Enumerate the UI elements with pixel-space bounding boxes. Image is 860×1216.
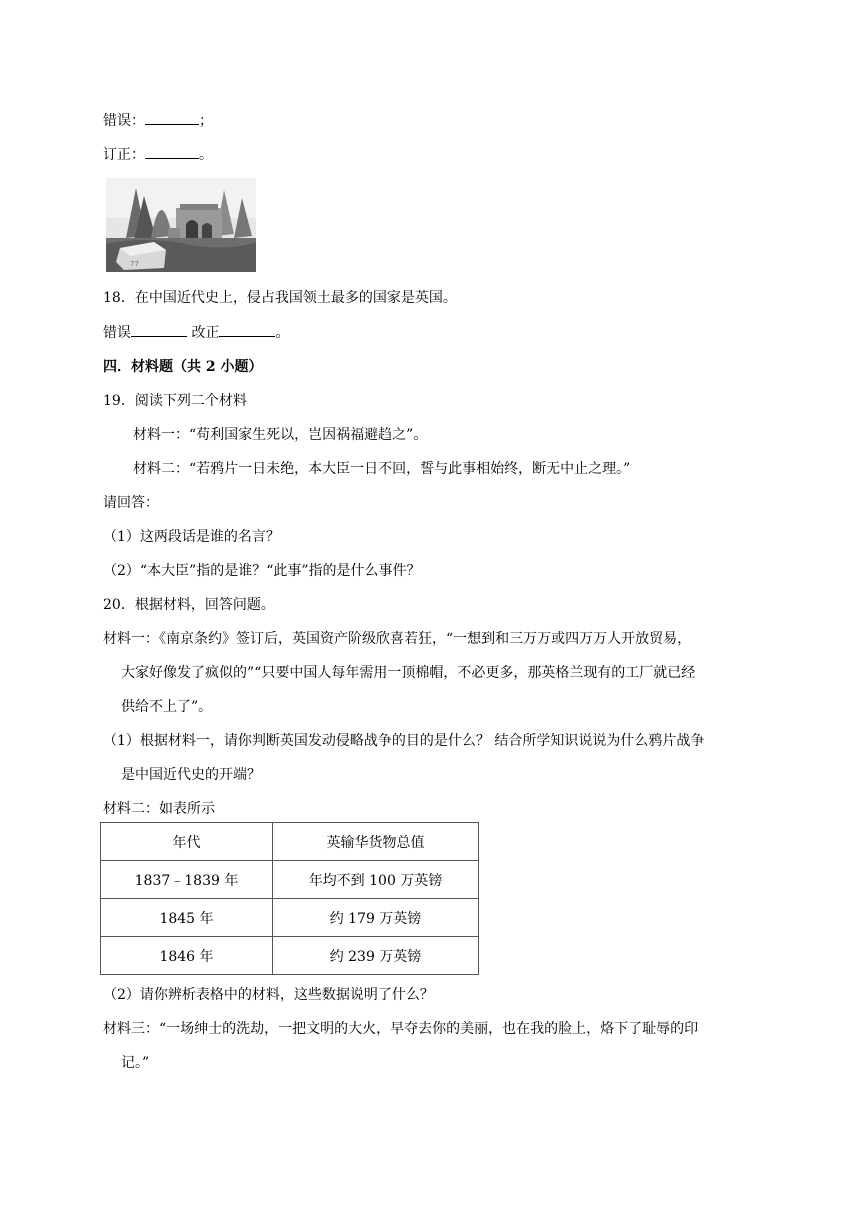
q17-correct-line <box>103 144 213 165</box>
table-cell: 1837﹣1839 年 <box>101 861 273 899</box>
q19-part-2: （2）“本大臣”指的是谁？“此事”指的是什么事件？ <box>103 563 421 579</box>
table-header-row <box>101 823 479 861</box>
q20-material-1-line-3: 供给不上了”。 <box>121 699 213 715</box>
table-cell: 约 239 万英镑 <box>273 937 479 975</box>
q18-end: 。 <box>275 325 290 341</box>
q17-error-line <box>103 110 213 131</box>
svg-text:77: 77 <box>130 260 139 268</box>
q18-error-blank[interactable] <box>131 322 187 337</box>
q20-material-3-line-2: 记。” <box>121 1055 150 1071</box>
q19-material-1: 材料一：“苟利国家生死以，岂因祸福避趋之”。 <box>133 427 428 443</box>
ruins-photo <box>106 178 256 272</box>
q20-intro: 20．根据材料，回答问题。 <box>103 597 275 613</box>
table-header-cell: 英输华货物总值 <box>273 823 479 861</box>
table-row <box>101 861 479 899</box>
table-cell: 1845 年 <box>101 899 273 937</box>
q18-error-label: 错误 <box>103 325 131 341</box>
q18-correct-blank[interactable] <box>219 322 275 337</box>
q18-answer-line <box>103 322 289 343</box>
q17-correct-end: 。 <box>199 147 213 163</box>
ruins-photo-icon <box>106 178 256 272</box>
q18-correct-label: 改正 <box>187 325 220 341</box>
q20-material-1-line-2: 大家好像发了疯似的”“只要中国人每年需用一顶棉帽，不必更多，那英格兰现有的工厂就已经 <box>121 665 696 681</box>
q17-error-blank[interactable] <box>145 110 199 125</box>
section-heading: 四．材料题（共 2 小题） <box>103 359 263 375</box>
q20-material-3-line-1: 材料三：“一场绅士的洗劫，一把文明的大火，早夺去你的美丽，也在我的脸上，烙下了耻辱的印 <box>103 1021 699 1037</box>
q19-part-1: （1）这两段话是谁的名言？ <box>103 529 280 545</box>
q17-error-label: 错误： <box>103 113 145 129</box>
q17-correct-label: 订正： <box>103 147 145 163</box>
table-cell: 1846 年 <box>101 937 273 975</box>
table-row <box>101 899 479 937</box>
q20-part-1-line-1: （1）根据材料一，请你判断英国发动侵略战争的目的是什么？ 结合所学知识说说为什么鸦片战争 <box>103 733 705 749</box>
table-header-cell: 年代 <box>101 823 273 861</box>
q17-correct-blank[interactable] <box>145 144 199 159</box>
q20-material-2: 材料二：如表所示 <box>103 801 215 817</box>
q19-intro: 19．阅读下列二个材料 <box>103 393 247 409</box>
table-cell: 年均不到 100 万英镑 <box>273 861 479 899</box>
q20-material-1-line-1: 材料一：《南京条约》签订后，英国资产阶级欣喜若狂，“一想到和三万万或四万万人开放贸易， <box>103 631 692 647</box>
q17-error-end: ； <box>199 113 213 129</box>
q19-ask: 请回答： <box>103 495 159 511</box>
trade-table <box>100 822 479 975</box>
q18-text: 18．在中国近代史上，侵占我国领土最多的国家是英国。 <box>103 290 457 306</box>
table-cell: 约 179 万英镑 <box>273 899 479 937</box>
q19-material-2: 材料二：“若鸦片一日未绝，本大臣一日不回，誓与此事相始终，断无中止之理。” <box>133 461 631 477</box>
table-row <box>101 937 479 975</box>
q20-part-1-line-2: 是中国近代史的开端？ <box>121 767 261 783</box>
q20-part-2: （2）请你辨析表格中的材料，这些数据说明了什么？ <box>103 987 434 1003</box>
